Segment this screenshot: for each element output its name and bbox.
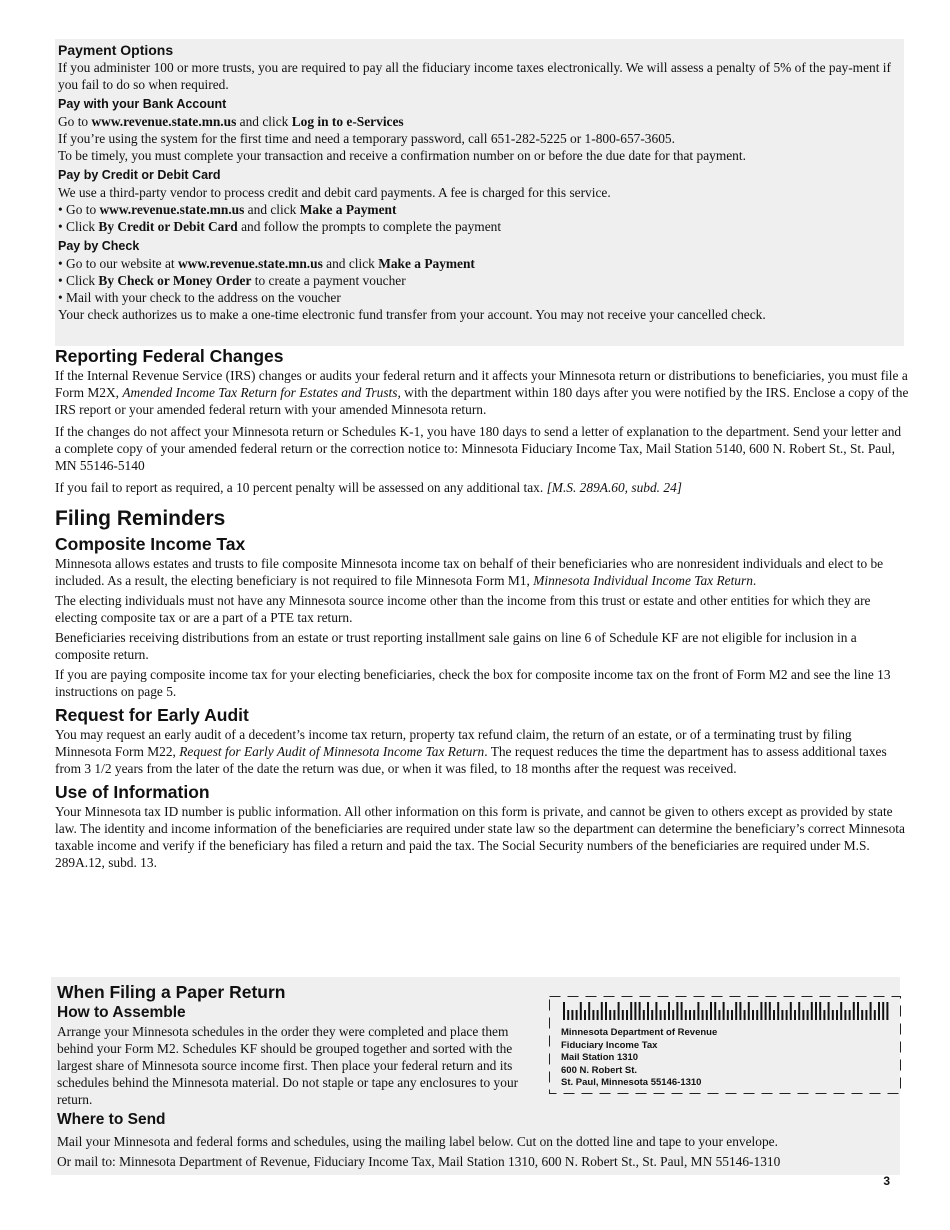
barcode-bar — [819, 1002, 821, 1020]
barcode-bar — [655, 1002, 657, 1020]
barcode-bar — [882, 1002, 884, 1020]
page-number: 3 — [883, 1174, 890, 1188]
card-bullet2: • Click By Credit or Debit Card and follow the prompts to complete the payment — [58, 219, 502, 234]
barcode-bar — [618, 1002, 620, 1020]
barcode-bar — [807, 1010, 809, 1020]
federal-p1: If the Internal Revenue Service (IRS) changes or audits your federal return and it affects your Minnesota return or distributions to beneficiaries, you must file a Form M2X, Amended Income Tax Return for Estates and Trusts, with the department within 180 days after you were notified by the IRS. Enclose a copy of the IRS report or your amended federal return with your amended Minnesota return. — [55, 368, 909, 417]
barcode-bar — [769, 1002, 771, 1020]
label-line3: Mail Station 1310 — [561, 1052, 639, 1063]
use-of-information-p1: Your Minnesota tax ID number is public information. All other information on this form is private, and cannot be given to others except as provided by state law. The identity and income information of the beneficiaries are required under state law so the department can determine the beneficiary’s correct Minnesota taxable income and verify if the beneficiary has filed a return and paid the tax. The Social Security numbers of the beneficiaries are required under M.S. 289A.12, subd. 13. — [55, 804, 905, 870]
check-bullet3: • Mail with your check to the address on the voucher — [58, 290, 341, 305]
barcode-bar — [735, 1002, 737, 1020]
card-bullet1: • Go to www.revenue.state.mn.us and click Make a Payment — [58, 202, 397, 217]
barcode-bar — [886, 1002, 888, 1020]
where-to-send-p1: Mail your Minnesota and federal forms and schedules, using the mailing label below. Cut on the dotted line and tape to your envelope. — [57, 1134, 778, 1149]
barcode-bar — [794, 1010, 796, 1020]
barcode-bar — [765, 1002, 767, 1020]
barcode-bar — [798, 1002, 800, 1020]
barcode-bar — [563, 1002, 565, 1020]
barcode-bar — [571, 1010, 573, 1020]
barcode-bar — [727, 1010, 729, 1020]
barcode-bar — [815, 1002, 817, 1020]
card-url[interactable]: www.revenue.state.mn.us — [99, 202, 245, 217]
barcode-bar — [853, 1002, 855, 1020]
where-to-send-p2: Or mail to: Minnesota Department of Revenue, Fiduciary Income Tax, Mail Station 1310, 600 N. Robert St., St. Paul, MN 55146-1310 — [57, 1154, 781, 1169]
composite-p4: If you are paying composite income tax for your electing beneficiaries, check the box for composite income tax on the front of Form M2 and see the line 13 instructions on page 5. — [55, 667, 891, 699]
barcode-bar — [697, 1002, 699, 1020]
barcode-bar — [630, 1002, 632, 1020]
barcode-bar — [693, 1010, 695, 1020]
barcode-bar — [681, 1002, 683, 1020]
barcode-bar — [706, 1010, 708, 1020]
barcode-bar — [836, 1010, 838, 1020]
barcode-bar — [660, 1010, 662, 1020]
label-line4: 600 N. Robert St. — [561, 1064, 638, 1076]
barcode-bar — [605, 1002, 607, 1020]
barcode-bar — [626, 1010, 628, 1020]
paper-return-box — [51, 977, 900, 1175]
barcode-bar — [580, 1002, 582, 1020]
barcode-bar — [756, 1010, 758, 1020]
barcode-bar — [739, 1002, 741, 1020]
barcode-bar — [849, 1010, 851, 1020]
barcode-bar — [584, 1010, 586, 1020]
barcode-bar — [676, 1002, 678, 1020]
barcode-bar — [634, 1002, 636, 1020]
barcode-bar — [731, 1010, 733, 1020]
bank-line2: If you’re using the system for the first time and need a temporary password, call 651-282-5225 or 1-800-657-3605. — [58, 131, 675, 146]
barcode-bar — [567, 1010, 569, 1020]
federal-p2: If the changes do not affect your Minnesota return or Schedules K-1, you have 180 days to send a letter of explanation to the department. Send your letter and a complete copy of your amended federal return or the correction notice to: Minnesota Fiduciary Income Tax, Mail Station 5140, 600 N. Robert St., St. Paul, MN 55146-5140 — [55, 424, 902, 473]
composite-p2: The electing individuals must not have any Minnesota source income other than the income from this trust or estate and other entities for which they are electing composite tax or are a part of a PTE tax return. — [55, 593, 871, 625]
bank-line1: Go to www.revenue.state.mn.us and click Log in to e-Services — [58, 114, 404, 129]
barcode-bar — [748, 1002, 750, 1020]
barcode-bar — [685, 1010, 687, 1020]
barcode-bar — [811, 1002, 813, 1020]
check-line: Your check authorizes us to make a one-time electronic fund transfer from your account. You may not receive your cancelled check. — [58, 307, 766, 322]
barcode-bar — [802, 1010, 804, 1020]
early-audit-heading: Request for Early Audit — [55, 705, 249, 725]
composite-p3: Beneficiaries receiving distributions from an estate or trust reporting installment sale gains on line 6 of Schedule KF are not eligible for inclusion in a composite return. — [55, 630, 857, 662]
barcode-bar — [832, 1010, 834, 1020]
label-line1: Minnesota Department of Revenue — [561, 1027, 718, 1038]
card-heading: Pay by Credit or Debit Card — [58, 168, 221, 182]
federal-changes-section — [55, 345, 910, 496]
early-audit-p1: You may request an early audit of a decedent’s income tax return, property tax refund claim, the return of an estate, or of a terminating trust by filing Minnesota Form M22, Request for Early Audit of Minnesota Income Tax Return. The request reduces the time the department has to assess additional taxes from 3 1/2 years from the later of the date the return was due, or when it was filed, to 18 months after the request was received. — [55, 727, 887, 776]
check-bullet1: • Go to our website at www.revenue.state.mn.us and click Make a Payment — [58, 256, 475, 271]
card-line1: We use a third-party vendor to process credit and debit card payments. A fee is charged for this service. — [58, 185, 611, 200]
barcode-bar — [643, 1010, 645, 1020]
barcode-bar — [857, 1002, 859, 1020]
barcode-bar — [714, 1002, 716, 1020]
barcode-bar — [844, 1010, 846, 1020]
barcode-bar — [760, 1002, 762, 1020]
check-bullet2: • Click By Check or Money Order to create a payment voucher — [58, 273, 406, 288]
use-of-information-heading: Use of Information — [55, 782, 210, 802]
where-to-send-heading: Where to Send — [57, 1111, 166, 1128]
bank-url[interactable]: www.revenue.state.mn.us — [91, 114, 237, 129]
filing-reminders-heading: Filing Reminders — [55, 507, 226, 530]
postal-barcode — [563, 1002, 893, 1020]
barcode-bar — [689, 1010, 691, 1020]
barcode-bar — [597, 1010, 599, 1020]
barcode-bar — [870, 1002, 872, 1020]
barcode-bar — [601, 1002, 603, 1020]
barcode-bar — [702, 1010, 704, 1020]
barcode-bar — [865, 1010, 867, 1020]
barcode-bar — [840, 1002, 842, 1020]
barcode-bar — [861, 1010, 863, 1020]
barcode-bar — [786, 1010, 788, 1020]
mailing-label — [549, 996, 901, 1094]
label-line2: Fiduciary Income Tax — [561, 1039, 658, 1051]
barcode-bar — [613, 1010, 615, 1020]
barcode-bar — [823, 1010, 825, 1020]
label-line5: St. Paul, Minnesota 55146-1310 — [561, 1077, 702, 1088]
barcode-bar — [651, 1010, 653, 1020]
barcode-bar — [622, 1010, 624, 1020]
barcode-bar — [664, 1010, 666, 1020]
barcode-bar — [874, 1010, 876, 1020]
barcode-bar — [588, 1002, 590, 1020]
barcode-bar — [668, 1002, 670, 1020]
check-heading: Pay by Check — [58, 239, 140, 253]
barcode-bar — [744, 1010, 746, 1020]
barcode-bar — [777, 1002, 779, 1020]
barcode-bar — [878, 1002, 880, 1020]
barcode-bar — [790, 1002, 792, 1020]
federal-changes-heading: Reporting Federal Changes — [55, 346, 284, 366]
barcode-bar — [718, 1010, 720, 1020]
barcode-bar — [609, 1010, 611, 1020]
barcode-bar — [592, 1010, 594, 1020]
barcode-bar — [710, 1002, 712, 1020]
barcode-bar — [639, 1002, 641, 1020]
barcode-bar — [576, 1010, 578, 1020]
assemble-text: Arrange your Minnesota schedules in the order they were completed and place them behind your Form M2. Schedules KF should be grouped together and sorted with the largest share of Minnesota source income first. Then place your federal return and its schedules behind the Minnesota material. Do not staple or tape any enclosures to your return. — [57, 1024, 519, 1107]
payment-options-heading: Payment Options — [58, 42, 174, 58]
composite-heading: Composite Income Tax — [55, 534, 246, 554]
assemble-heading: How to Assemble — [57, 1004, 186, 1021]
federal-p3: If you fail to report as required, a 10 percent penalty will be assessed on any additional tax. [M.S. 289A.60, subd. 24] — [55, 480, 682, 495]
paper-return-heading: When Filing a Paper Return — [57, 982, 286, 1002]
barcode-bar — [723, 1002, 725, 1020]
barcode-bar — [672, 1010, 674, 1020]
filing-reminders-section — [55, 506, 910, 871]
barcode-bar — [773, 1010, 775, 1020]
payment-intro: If you administer 100 or more trusts, you are required to pay all the fiduciary income taxes electronically. We will assess a penalty of 5% of the pay-ment if you fail to do so when required. — [58, 60, 891, 92]
barcode-bar — [828, 1002, 830, 1020]
payment-options-box — [55, 39, 904, 346]
bank-heading: Pay with your Bank Account — [58, 97, 227, 111]
barcode-bar — [781, 1010, 783, 1020]
check-url[interactable]: www.revenue.state.mn.us — [177, 256, 323, 271]
composite-p1: Minnesota allows estates and trusts to file composite Minnesota income tax on behalf of their beneficiaries who are nonresident individuals and elect to be included. As a result, the electing beneficiary is not required to file Minnesota Form M1, Minnesota Individual Income Tax Return. — [55, 556, 884, 588]
barcode-bar — [752, 1010, 754, 1020]
bank-line3: To be timely, you must complete your transaction and receive a confirmation number on or before the due date for that payment. — [58, 148, 746, 163]
barcode-bar — [647, 1002, 649, 1020]
